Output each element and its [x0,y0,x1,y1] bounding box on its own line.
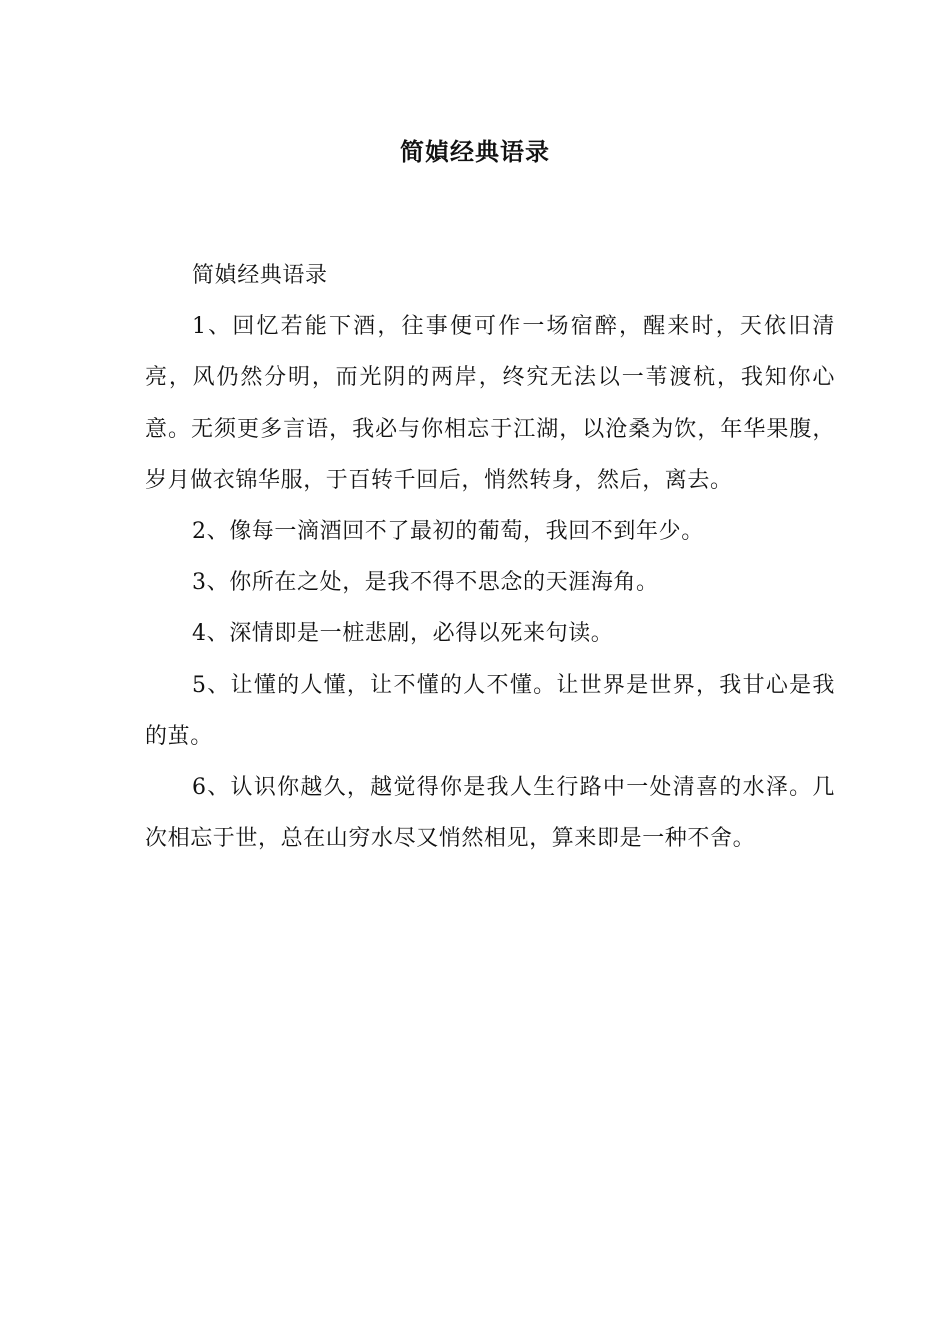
paragraph-quote-2: 2、像每一滴酒回不了最初的葡萄，我回不到年少。 [192,519,704,545]
paragraph-quote-6: 6、认识你越久，越觉得你是我人生行路中一处清喜的水泽。几次相忘于世，总在山穷水尽又悄然相见，算来即是一种不舍。 [145,775,835,852]
paragraph-quote-4: 4、深情即是一桩悲剧，必得以死来句读。 [192,621,614,647]
document-title: 简媜经典语录 [400,137,550,166]
paragraph-quote-3: 3、你所在之处，是我不得不思念的天涯海角。 [192,570,659,596]
paragraph-heading: 简媜经典语录 [192,263,328,288]
document-body [145,250,835,864]
paragraph-quote-1: 1、回忆若能下酒，往事便可作一场宿醉，醒来时，天依旧清亮，风仍然分明，而光阴的两岸，终究无法以一苇渡杭，我知你心意。无须更多言语，我必与你相忘于江湖，以沧桑为饮，年华果腹，岁月做衣锦华服，于百转千回后，悄然转身，然后，离去。 [145,314,835,493]
paragraph-quote-5: 5、让懂的人懂，让不懂的人不懂。让世界是世界，我甘心是我的茧。 [145,672,835,749]
